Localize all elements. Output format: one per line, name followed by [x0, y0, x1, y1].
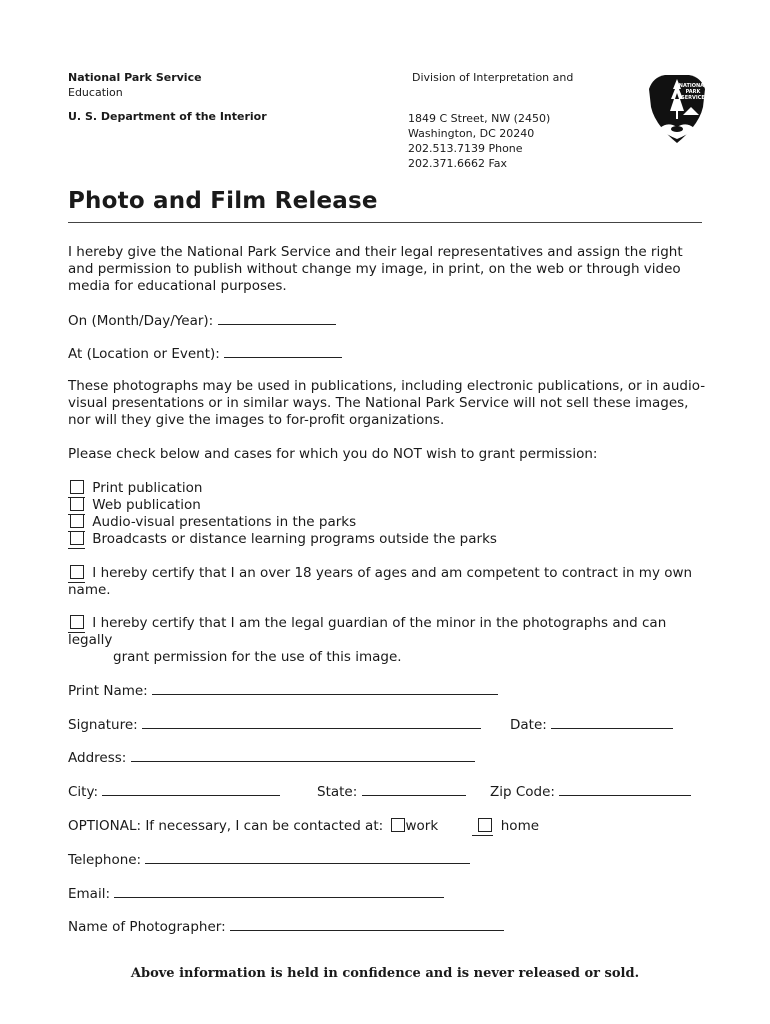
location-field-row	[68, 345, 342, 363]
city-input[interactable]	[102, 783, 280, 796]
address-label: Address:	[68, 750, 127, 766]
date-label: On (Month/Day/Year):	[68, 313, 214, 329]
signature-input[interactable]	[142, 716, 481, 729]
page-title: Photo and Film Release	[68, 188, 378, 214]
location-label: At (Location or Event):	[68, 346, 220, 362]
sig-date-input[interactable]	[551, 716, 673, 729]
logo-text-service: SERVICE	[681, 95, 705, 101]
sig-date-label: Date:	[510, 717, 547, 733]
option-label: Audio-visual presentations in the parks	[92, 514, 357, 530]
address-input[interactable]	[131, 749, 475, 762]
agency-name: National Park Service	[68, 71, 202, 84]
logo-text-park: PARK	[685, 89, 701, 95]
fax-line: 202.371.6662 Fax	[408, 157, 508, 170]
zip-input[interactable]	[559, 783, 691, 796]
email-label: Email:	[68, 886, 111, 902]
zip-row	[490, 783, 691, 801]
address-row	[68, 749, 475, 767]
city-row	[68, 783, 280, 801]
print-publication-checkbox[interactable]	[70, 480, 84, 494]
telephone-label: Telephone:	[68, 852, 142, 868]
web-publication-checkbox[interactable]	[70, 497, 84, 511]
education-text: Education	[68, 86, 123, 99]
print-name-row	[68, 682, 498, 700]
photographer-input[interactable]	[230, 918, 504, 931]
title-divider	[68, 222, 702, 223]
sig-date-row	[510, 716, 673, 734]
certify-guardian-row	[68, 615, 666, 633]
option-label: Broadcasts or distance learning programs outside the parks	[92, 531, 497, 547]
state-row	[317, 783, 466, 801]
state-input[interactable]	[362, 783, 466, 796]
work-checkbox[interactable]	[391, 818, 405, 832]
certify-guardian-text-cont: legally	[68, 632, 113, 648]
email-row	[68, 885, 444, 903]
certify-adult-text: I hereby certify that I an over 18 years of ages and am competent to contract in my own	[92, 565, 693, 581]
date-input[interactable]	[218, 312, 336, 325]
option-label: Web publication	[92, 497, 201, 513]
intro-paragraph: I hereby give the National Park Service and their legal representatives and assign the right and permission to publish without change my image, in print, on the web or through video media for educational purposes.	[68, 244, 683, 294]
option-audio-visual	[68, 514, 356, 532]
print-name-label: Print Name:	[68, 683, 148, 699]
optional-contact-row	[68, 818, 539, 836]
option-web	[68, 497, 201, 515]
division-name: Division of Interpretation and	[412, 71, 574, 84]
certify-adult-text-cont: name.	[68, 582, 111, 598]
check-prompt: Please check below and cases for which you do NOT wish to grant permission:	[68, 446, 598, 462]
telephone-input[interactable]	[145, 851, 470, 864]
home-label: home	[500, 818, 540, 834]
home-checkbox[interactable]	[478, 818, 492, 832]
email-input[interactable]	[114, 885, 444, 898]
certify-guardian-text-end: grant permission for the use of this image.	[113, 649, 402, 665]
telephone-row	[68, 851, 470, 869]
date-field-row	[68, 312, 336, 330]
broadcasts-checkbox[interactable]	[70, 531, 84, 545]
certify-adult-checkbox[interactable]	[70, 565, 84, 579]
nps-arrowhead-logo-icon	[647, 73, 707, 145]
option-print	[68, 480, 202, 498]
audio-visual-checkbox[interactable]	[70, 514, 84, 528]
signature-row	[68, 716, 481, 734]
photographer-label: Name of Photographer:	[68, 919, 226, 935]
signature-label: Signature:	[68, 717, 138, 733]
location-input[interactable]	[224, 345, 342, 358]
certify-adult-row	[68, 565, 692, 583]
optional-label: OPTIONAL: If necessary, I can be contacted at:	[68, 818, 384, 834]
photographer-row	[68, 918, 504, 936]
city-label: City:	[68, 784, 99, 800]
confidentiality-footer: Above information is held in confidence and is never released or sold.	[130, 966, 640, 981]
address-line-1: 1849 C Street, NW (2450)	[408, 112, 551, 125]
zip-label: Zip Code:	[490, 784, 555, 800]
phone-line: 202.513.7139 Phone	[408, 142, 523, 155]
usage-paragraph: These photographs may be used in publications, including electronic publications, or in audio-visual presentations or in similar ways. The National Park Service will not sell these images, nor will they give the images to for-profit organizations.	[68, 378, 706, 428]
print-name-input[interactable]	[152, 682, 498, 695]
logo-text-national: NATIONAL	[678, 83, 707, 89]
state-label: State:	[317, 784, 358, 800]
work-label: work	[405, 818, 439, 834]
certify-guardian-text: I hereby certify that I am the legal guardian of the minor in the photographs and can	[92, 615, 667, 631]
certify-guardian-checkbox[interactable]	[70, 615, 84, 629]
department-name: U. S. Department of the Interior	[68, 110, 267, 123]
option-label: Print publication	[92, 480, 203, 496]
address-line-2: Washington, DC 20240	[408, 127, 535, 140]
option-broadcasts	[68, 531, 497, 549]
